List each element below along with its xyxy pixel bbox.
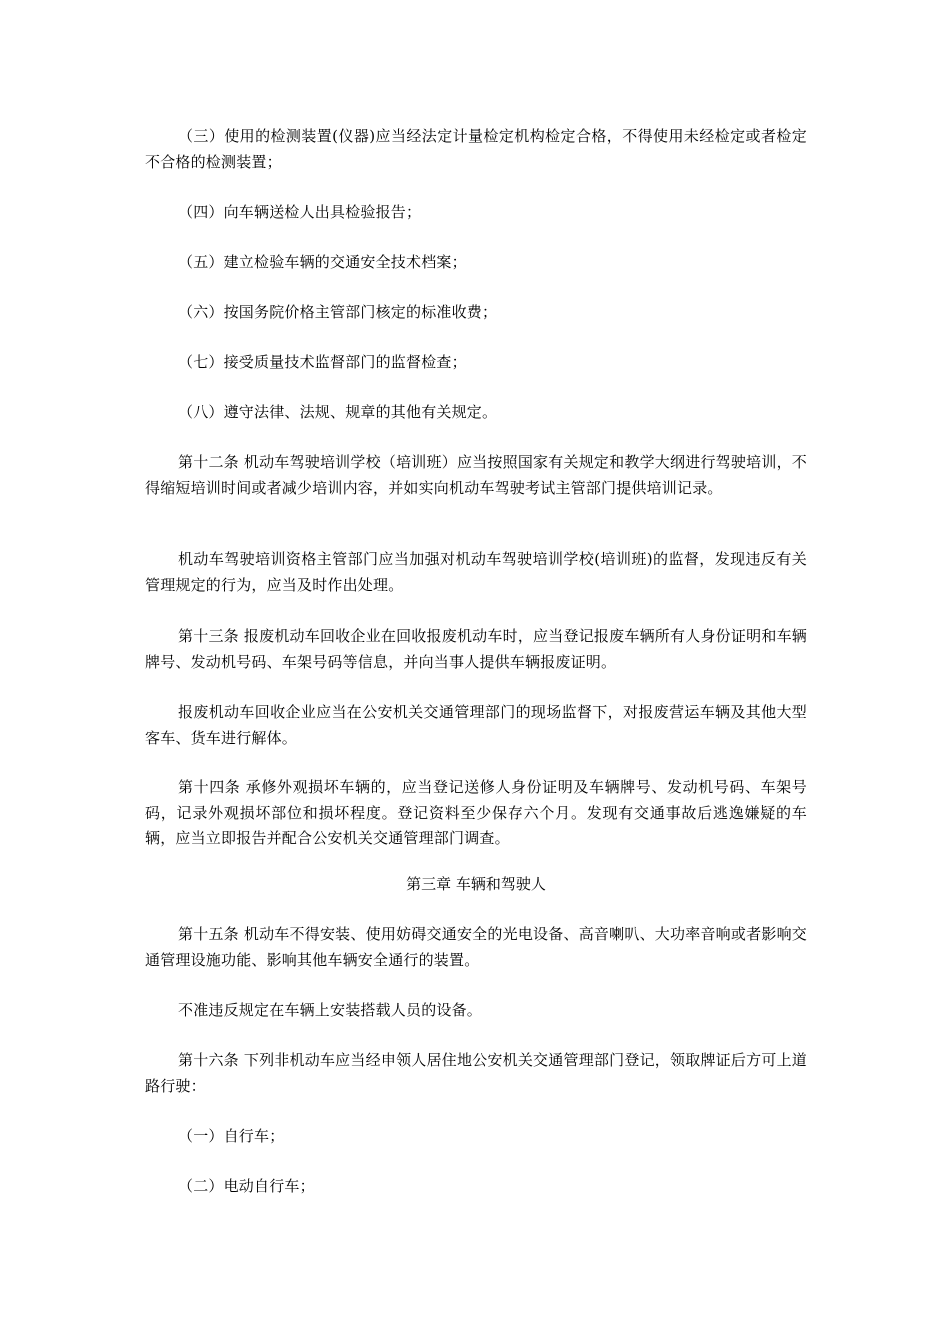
paragraph-item-3: （三）使用的检测装置(仪器)应当经法定计量检定机构检定合格，不得使用未经检定或者检定不合格的检测装置； [145,127,807,171]
paragraph-article-12: 第十二条 机动车驾驶培训学校（培训班）应当按照国家有关规定和教学大纲进行驾驶培训，不得缩短培训时间或者减少培训内容，并如实向机动车驾驶考试主管部门提供培训记录。 [145,453,807,497]
paragraph-article-14: 第十四条 承修外观损坏车辆的，应当登记送修人身份证明及车辆牌号、发动机号码、车架号码，记录外观损坏部位和损坏程度。登记资料至少保存六个月。发现有交通事故后逃逸嫌疑的车辆，应当立即报告并配合公安机关交通管理部门调查。 [145,778,807,847]
paragraph-item-6: （六）按国务院价格主管部门核定的标准收费； [178,303,498,321]
paragraph-article-13: 第十三条 报废机动车回收企业在回收报废机动车时，应当登记报废车辆所有人身份证明和车辆牌号、发动机号码、车架号码等信息，并向当事人提供车辆报废证明。 [145,627,807,671]
chapter-heading: 第三章 车辆和驾驶人 [406,875,546,893]
paragraph-article-15-seating: 不准违反规定在车辆上安装搭载人员的设备。 [178,1001,483,1019]
paragraph-item-4: （四）向车辆送检人出具检验报告； [178,203,422,221]
paragraph-article-15: 第十五条 机动车不得安装、使用妨碍交通安全的光电设备、高音喇叭、大功率音响或者影响交通管理设施功能、影响其他车辆安全通行的装置。 [145,925,807,969]
paragraph-item-5: （五）建立检验车辆的交通安全技术档案； [178,253,467,271]
paragraph-article-16: 第十六条 下列非机动车应当经申领人居住地公安机关交通管理部门登记，领取牌证后方可上道路行驶： [145,1051,807,1095]
paragraph-item-2-ebike: （二）电动自行车； [178,1177,315,1195]
paragraph-item-8: （八）遵守法律、法规、规章的其他有关规定。 [178,403,498,421]
paragraph-item-7: （七）接受质量技术监督部门的监督检查； [178,353,467,371]
paragraph-article-13-dismantle: 报废机动车回收企业应当在公安机关交通管理部门的现场监督下，对报废营运车辆及其他大型客车、货车进行解体。 [145,703,807,747]
paragraph-item-1-bicycle: （一）自行车； [178,1127,285,1145]
paragraph-article-12-supervision: 机动车驾驶培训资格主管部门应当加强对机动车驾驶培训学校(培训班)的监督，发现违反有关管理规定的行为，应当及时作出处理。 [145,550,807,594]
